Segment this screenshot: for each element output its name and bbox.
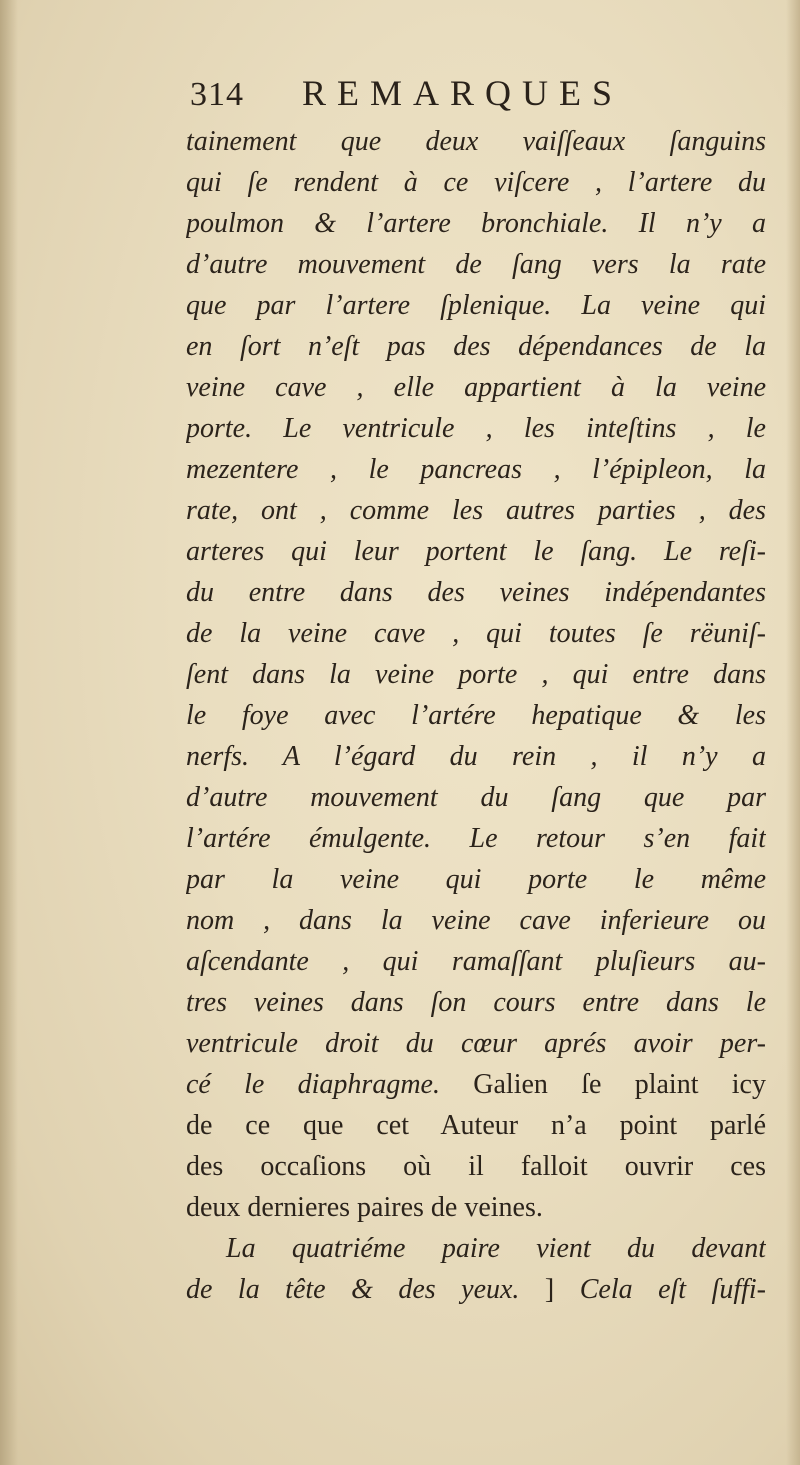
text-line	[186, 736, 766, 777]
text-line	[186, 695, 766, 736]
text-line	[186, 818, 766, 859]
text-line	[186, 1146, 766, 1187]
text-line	[186, 982, 766, 1023]
page-header	[190, 72, 623, 116]
text-segment: mezentere , le pancreas , l’épipleon, la	[186, 454, 766, 485]
text-line	[186, 900, 766, 941]
text-line	[186, 285, 766, 326]
text-segment: du entre dans des veines indépendantes	[186, 577, 766, 608]
text-segment: de la tête & des yeux.	[186, 1274, 545, 1305]
text-line	[186, 162, 766, 203]
text-line	[186, 1023, 766, 1064]
text-segment: Cela eſt ſuffi-	[579, 1274, 766, 1305]
text-segment: d’autre mouvement du ſang que par	[186, 782, 766, 813]
text-line	[186, 941, 766, 982]
text-segment: nerfs. A l’égard du rein , il n’y a	[186, 741, 766, 772]
text-line	[186, 244, 766, 285]
text-line	[186, 449, 766, 490]
text-line	[186, 408, 766, 449]
text-segment: ſent dans la veine porte , qui entre dans	[186, 659, 766, 690]
text-segment: rate, ont , comme les autres parties , des	[186, 495, 766, 526]
text-segment: des occaſions où il falloit ouvrir ces	[186, 1151, 766, 1182]
text-line	[186, 531, 766, 572]
text-segment: aſcendante , qui ramaſſant pluſieurs au-	[186, 946, 766, 977]
text-segment: le foye avec l’artére hepatique & les	[186, 700, 766, 731]
text-line	[186, 1105, 766, 1146]
text-line	[186, 203, 766, 244]
text-segment: que par l’artere ſplenique. La veine qui	[186, 290, 766, 321]
text-segment: par la veine qui porte le même	[186, 864, 766, 895]
text-segment: tres veines dans ſon cours entre dans le	[186, 987, 766, 1018]
text-segment: l’artére émulgente. Le retour s’en fait	[186, 823, 766, 854]
text-segment: deux dernieres paires de veines.	[186, 1192, 543, 1223]
page-number: 314	[190, 76, 244, 113]
text-segment: ventricule droit du cœur aprés avoir per-	[186, 1028, 766, 1059]
text-line	[186, 490, 766, 531]
text-line	[186, 777, 766, 818]
text-line	[186, 572, 766, 613]
text-segment: arteres qui leur portent le ſang. Le reſi-	[186, 536, 766, 567]
text-line	[186, 859, 766, 900]
text-line	[186, 367, 766, 408]
text-segment: de ce que cet Auteur n’a point parlé	[186, 1110, 766, 1141]
running-title: REMARQUES	[302, 73, 624, 113]
text-segment: Galien ſe plaint icy	[473, 1069, 766, 1100]
text-segment: La quatriéme paire vient du devant	[226, 1233, 766, 1264]
text-segment: en ſort n’eſt pas des dépendances de la	[186, 331, 766, 362]
text-segment: nom , dans la veine cave inferieure ou	[186, 905, 766, 936]
text-segment: ]	[544, 1274, 580, 1305]
text-line	[186, 121, 766, 162]
text-segment: de la veine cave , qui toutes ſe rëuniſ-	[186, 618, 766, 649]
text-segment: cé le diaphragme.	[186, 1069, 474, 1100]
text-line	[186, 326, 766, 367]
text-line	[186, 1228, 766, 1269]
text-segment: porte. Le ventricule , les inteſtins , le	[186, 413, 766, 444]
text-segment: qui ſe rendent à ce viſcere , l’artere du	[186, 167, 766, 198]
text-segment: tainement que deux vaiſſeaux ſanguins	[186, 126, 766, 157]
text-segment: poulmon & l’artere bronchiale. Il n’y a	[186, 208, 766, 239]
text-line	[186, 654, 766, 695]
text-segment: veine cave , elle appartient à la veine	[186, 372, 766, 403]
text-line	[186, 1064, 766, 1105]
text-line	[186, 1269, 766, 1310]
page-shadow-left	[0, 0, 18, 1465]
text-segment: d’autre mouvement de ſang vers la rate	[186, 249, 766, 280]
text-line	[186, 613, 766, 654]
text-line	[186, 1187, 766, 1228]
page-shadow-right	[786, 0, 800, 1465]
body-text	[186, 121, 766, 1310]
